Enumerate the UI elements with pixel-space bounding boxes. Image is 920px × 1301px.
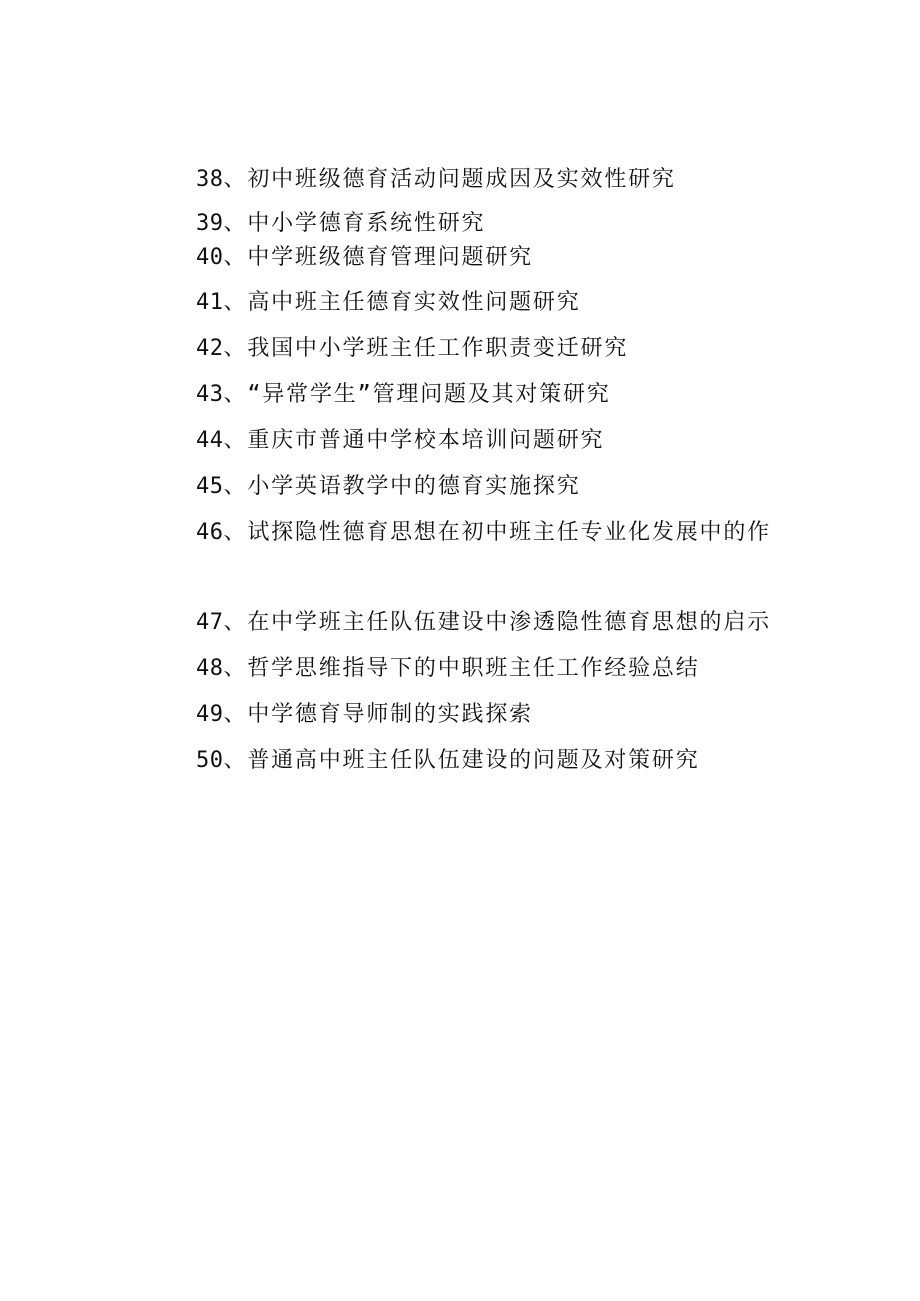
item-number: 46 [196, 520, 224, 545]
list-item [196, 166, 676, 194]
list-item [196, 210, 485, 238]
item-number: 39 [196, 211, 224, 236]
item-text: 中学班级德育管理问题研究 [247, 245, 533, 270]
item-separator: 、 [223, 336, 248, 361]
item-text: 中小学德育系统性研究 [247, 211, 486, 236]
item-number: 44 [196, 428, 224, 453]
item-number: 38 [196, 167, 224, 192]
item-separator: 、 [223, 245, 248, 270]
item-separator: 、 [223, 748, 248, 773]
item-text: 重庆市普通中学校本培训问题研究 [247, 428, 605, 453]
item-text: 普通高中班主任队伍建设的问题及对策研究 [247, 748, 700, 773]
item-number: 43 [196, 382, 224, 407]
item-number: 42 [196, 336, 224, 361]
list-item [196, 427, 604, 455]
item-text: “异常学生”管理问题及其对策研究 [247, 382, 611, 407]
item-text: 高中班主任德育实效性问题研究 [247, 290, 581, 315]
list-item [196, 473, 581, 501]
item-separator: 、 [223, 290, 248, 315]
item-number: 45 [196, 474, 224, 499]
item-separator: 、 [223, 610, 248, 635]
list-item [196, 747, 700, 775]
item-text: 初中班级德育活动问题成因及实效性研究 [247, 167, 676, 192]
item-number: 41 [196, 290, 224, 315]
list-item [196, 609, 771, 637]
item-text: 我国中小学班主任工作职责变迁研究 [247, 336, 629, 361]
item-separator: 、 [223, 211, 248, 236]
item-separator: 、 [223, 428, 248, 453]
item-number: 49 [196, 702, 224, 727]
list-item [196, 701, 533, 729]
list-item [196, 519, 771, 547]
item-separator: 、 [223, 167, 248, 192]
list-item [196, 655, 700, 683]
list-item [196, 244, 533, 272]
item-text: 试探隐性德育思想在初中班主任专业化发展中的作 [247, 520, 771, 545]
item-separator: 、 [223, 382, 248, 407]
item-separator: 、 [223, 520, 248, 545]
item-text: 哲学思维指导下的中职班主任工作经验总结 [247, 656, 700, 681]
item-text: 中学德育导师制的实践探索 [247, 702, 533, 727]
list-item [196, 289, 581, 317]
item-separator: 、 [223, 702, 248, 727]
item-number: 40 [196, 245, 224, 270]
item-separator: 、 [223, 656, 248, 681]
list-item [196, 335, 628, 363]
item-text: 小学英语教学中的德育实施探究 [247, 474, 581, 499]
item-number: 48 [196, 656, 224, 681]
item-number: 50 [196, 748, 224, 773]
item-text: 在中学班主任队伍建设中渗透隐性德育思想的启示 [247, 610, 771, 635]
list-item [196, 381, 611, 409]
item-separator: 、 [223, 474, 248, 499]
item-number: 47 [196, 610, 224, 635]
